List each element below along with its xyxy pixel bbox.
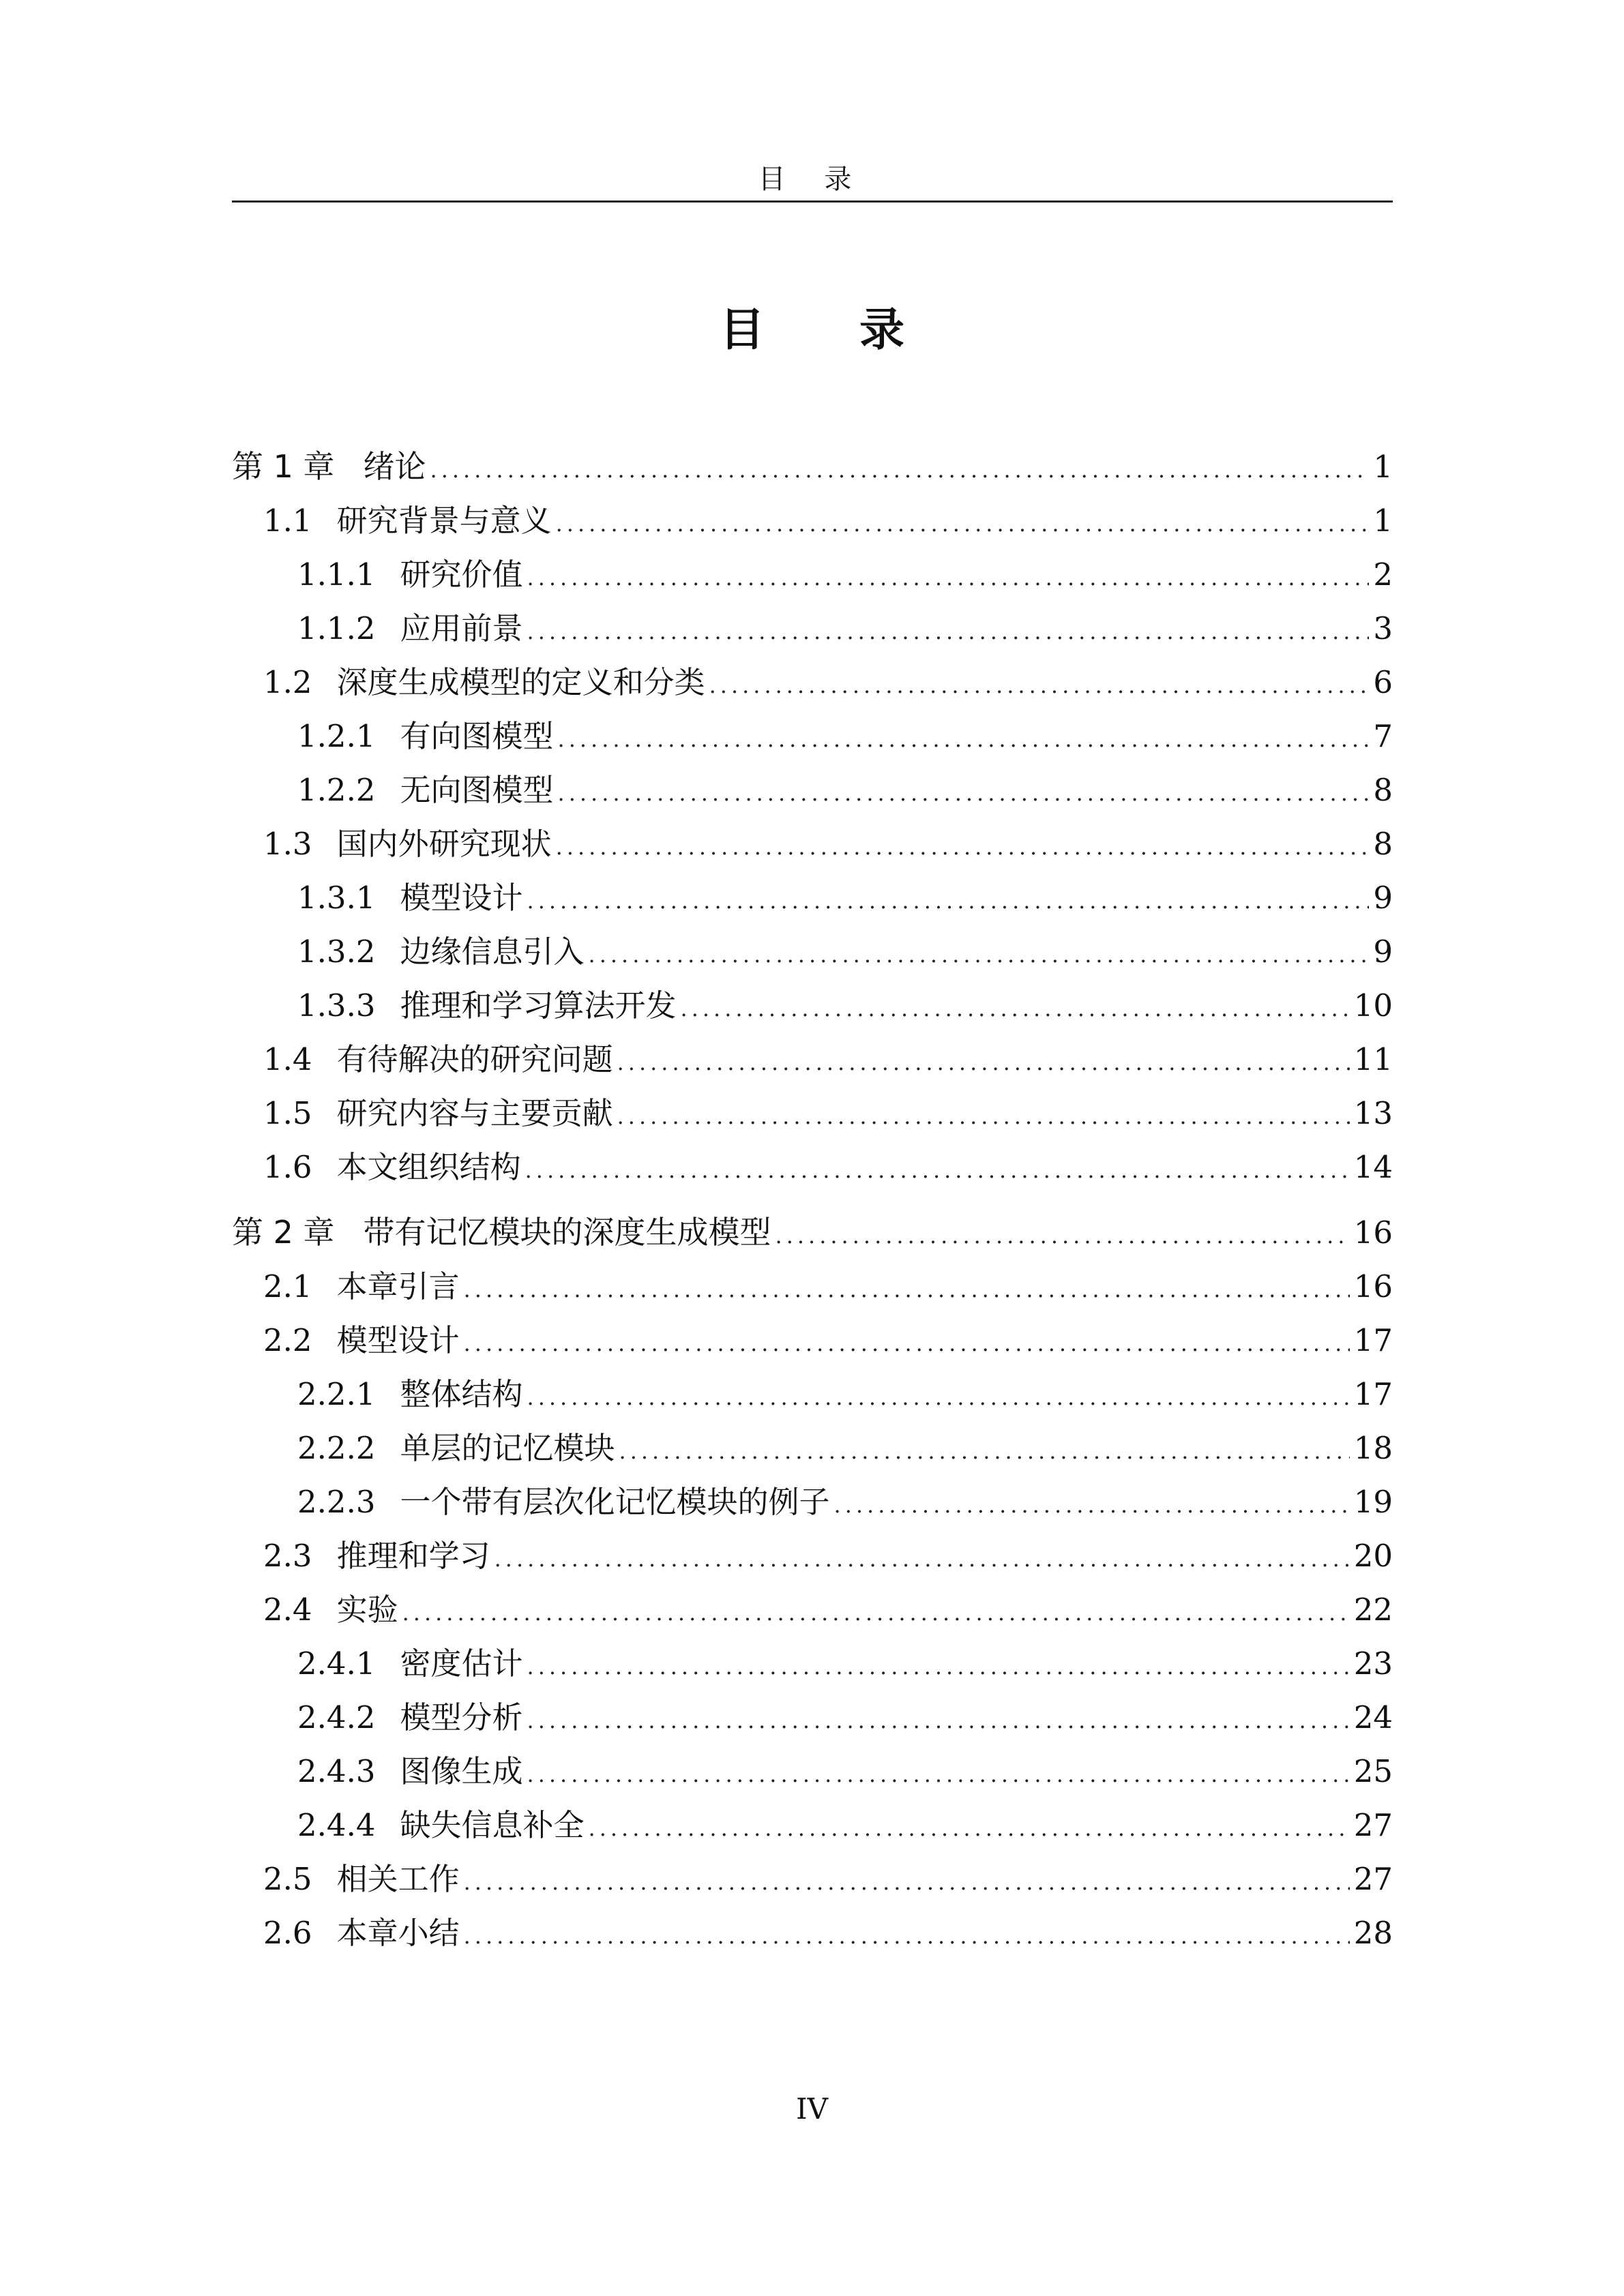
toc-section-entry[interactable]	[232, 601, 1393, 655]
toc-entry-number: 1.3.3	[297, 987, 376, 1024]
toc-entry-label: 国内外研究现状	[336, 826, 552, 862]
toc-entry-label: 带有记忆模块的深度生成模型	[363, 1214, 771, 1251]
toc-entry-label: 单层的记忆模块	[400, 1430, 615, 1466]
toc-section-entry[interactable]	[232, 1313, 1393, 1367]
toc-dot-leader	[619, 1425, 1350, 1478]
toc-dot-leader	[464, 1855, 1350, 1909]
toc-entry-page: 10	[1353, 987, 1393, 1024]
toc-entry-page: 18	[1353, 1430, 1393, 1466]
toc-section-entry[interactable]	[232, 1475, 1393, 1529]
toc-dot-leader	[527, 1640, 1350, 1694]
toc-section-entry[interactable]	[232, 1744, 1393, 1798]
toc-entry-page: 2	[1373, 556, 1393, 593]
toc-section-entry[interactable]	[232, 1906, 1393, 1960]
page-number: IV	[796, 2092, 828, 2126]
toc-entry-label: 相关工作	[336, 1861, 460, 1897]
toc-section-entry[interactable]	[232, 1367, 1393, 1421]
toc-entry-page: 17	[1353, 1322, 1393, 1358]
toc-entry-label: 实验	[336, 1592, 398, 1628]
toc-dot-leader	[464, 1909, 1350, 1963]
toc-entry-label: 推理和学习	[336, 1538, 490, 1574]
toc-entry-label: 图像生成	[400, 1753, 523, 1789]
toc-entry-page: 1	[1373, 449, 1393, 485]
toc-entry-page: 9	[1373, 934, 1393, 970]
toc-entry-label: 研究内容与主要贡献	[336, 1095, 613, 1131]
toc-section-entry[interactable]	[232, 1583, 1393, 1637]
toc-dot-leader	[527, 874, 1370, 928]
toc-dot-leader	[589, 928, 1370, 982]
toc-entry-label: 一个带有层次化记忆模块的例子	[400, 1484, 830, 1520]
toc-dot-leader	[776, 1209, 1350, 1263]
toc-entry-label: 模型设计	[400, 880, 523, 916]
toc-entry-page: 19	[1353, 1484, 1393, 1520]
toc-entry-number: 1.2	[263, 664, 312, 700]
toc-section-entry[interactable]	[232, 817, 1393, 871]
toc-section-entry[interactable]	[232, 709, 1393, 763]
toc-entry-page: 25	[1353, 1753, 1393, 1789]
toc-dot-leader	[464, 1317, 1350, 1371]
toc-section-entry[interactable]	[232, 1529, 1393, 1583]
toc-entry-page: 14	[1353, 1149, 1393, 1185]
toc-entry-page: 8	[1373, 772, 1393, 808]
toc-section-entry[interactable]	[232, 1032, 1393, 1086]
toc-section-entry[interactable]	[232, 1798, 1393, 1852]
toc-entry-number: 1.3.2	[297, 934, 376, 970]
running-header: 目 录	[232, 158, 1393, 203]
toc-entry-page: 23	[1353, 1645, 1393, 1682]
toc-dot-leader	[558, 713, 1370, 766]
toc-entry-label: 无向图模型	[400, 772, 554, 808]
toc-entry-page: 22	[1353, 1592, 1393, 1628]
toc-entry-page: 27	[1353, 1861, 1393, 1897]
toc-entry-number: 1.1	[263, 503, 312, 539]
toc-entry-number: 2.5	[263, 1861, 312, 1897]
toc-entry-number: 1.2.1	[297, 718, 376, 754]
toc-section-entry[interactable]	[232, 655, 1393, 709]
toc-entry-number: 2.4.3	[297, 1753, 376, 1789]
toc-section-entry[interactable]	[232, 1421, 1393, 1475]
toc-dot-leader	[709, 659, 1370, 713]
toc-entry-number: 2.4.4	[297, 1807, 376, 1843]
toc-entry-number: 2.4	[263, 1592, 312, 1628]
toc-entry-number: 2.4.2	[297, 1699, 376, 1735]
toc-entry-label: 边缘信息引入	[400, 934, 585, 970]
toc-entry-label: 研究背景与意义	[336, 503, 552, 539]
toc-section-entry[interactable]	[232, 1852, 1393, 1906]
toc-entry-label: 本章引言	[336, 1268, 460, 1304]
toc-section-entry[interactable]	[232, 494, 1393, 548]
toc-entry-label: 整体结构	[400, 1376, 523, 1412]
toc-section-entry[interactable]	[232, 1690, 1393, 1744]
toc-entry-label: 模型设计	[336, 1322, 460, 1358]
toc-entry-page: 17	[1353, 1376, 1393, 1412]
toc-entry-page: 27	[1353, 1807, 1393, 1843]
toc-entry-page: 9	[1373, 880, 1393, 916]
toc-dot-leader	[494, 1532, 1350, 1586]
toc-entry-number: 1.3.1	[297, 880, 376, 916]
toc-dot-leader	[617, 1036, 1350, 1090]
toc-entry-number: 1.5	[263, 1095, 312, 1131]
toc-dot-leader	[527, 605, 1370, 659]
toc-dot-leader	[525, 1144, 1350, 1197]
toc-entry-label: 研究价值	[400, 556, 523, 593]
toc-entry-number: 1.4	[263, 1041, 312, 1077]
toc-entry-number: 1.1.2	[297, 610, 376, 646]
toc-section-entry[interactable]	[232, 979, 1393, 1032]
toc-section-entry[interactable]	[232, 925, 1393, 979]
toc-entry-page: 16	[1353, 1214, 1393, 1251]
toc-section-entry[interactable]	[232, 1259, 1393, 1313]
toc-entry-label: 应用前景	[400, 610, 523, 646]
toc-section-entry[interactable]	[232, 1140, 1393, 1194]
toc-entry-page: 7	[1373, 718, 1393, 754]
toc-dot-leader	[527, 551, 1370, 605]
toc-section-entry[interactable]	[232, 1086, 1393, 1140]
toc-entry-number: 2.2.1	[297, 1376, 376, 1412]
toc-dot-leader	[430, 443, 1370, 497]
toc-entry-number: 2.1	[263, 1268, 312, 1304]
toc-dot-leader	[556, 820, 1370, 874]
toc-entry-label: 本文组织结构	[336, 1149, 521, 1185]
toc-entry-number: 1.3	[263, 826, 312, 862]
toc-dot-leader	[527, 1694, 1350, 1748]
toc-dot-leader	[556, 497, 1370, 551]
toc-entry-number: 1.2.2	[297, 772, 376, 808]
table-of-contents	[232, 440, 1393, 1960]
toc-entry-label: 有待解决的研究问题	[336, 1041, 613, 1077]
toc-dot-leader	[681, 982, 1350, 1036]
toc-dot-leader	[589, 1802, 1350, 1855]
toc-entry-page: 8	[1373, 826, 1393, 862]
toc-entry-label: 有向图模型	[400, 718, 554, 754]
toc-entry-number: 2.6	[263, 1915, 312, 1951]
toc-entry-page: 3	[1373, 610, 1393, 646]
toc-entry-label: 推理和学习算法开发	[400, 987, 677, 1024]
toc-entry-label: 缺失信息补全	[400, 1807, 585, 1843]
toc-entry-page: 16	[1353, 1268, 1393, 1304]
toc-entry-number: 1.1.1	[297, 556, 376, 593]
toc-entry-number: 2.2.3	[297, 1484, 376, 1520]
toc-chapter-entry[interactable]	[232, 1206, 1393, 1259]
toc-dot-leader	[464, 1263, 1350, 1317]
toc-dot-leader	[527, 1371, 1350, 1425]
toc-entry-page: 1	[1373, 503, 1393, 539]
toc-section-entry[interactable]	[232, 1637, 1393, 1690]
toc-entry-number: 2.4.1	[297, 1645, 376, 1682]
toc-section-entry[interactable]	[232, 763, 1393, 817]
toc-entry-label: 深度生成模型的定义和分类	[336, 664, 705, 700]
toc-chapter-entry[interactable]	[232, 440, 1393, 494]
toc-entry-number: 第 2 章	[232, 1214, 335, 1251]
toc-dot-leader	[527, 1748, 1350, 1802]
toc-dot-leader	[617, 1090, 1350, 1144]
toc-entry-number: 2.3	[263, 1538, 312, 1574]
toc-section-entry[interactable]	[232, 548, 1393, 601]
toc-entry-number: 2.2.2	[297, 1430, 376, 1466]
toc-entry-page: 13	[1353, 1095, 1393, 1131]
toc-entry-label: 模型分析	[400, 1699, 523, 1735]
page-title: 目 录	[720, 303, 944, 356]
toc-entry-page: 6	[1373, 664, 1393, 700]
toc-dot-leader	[834, 1478, 1350, 1532]
toc-entry-number: 1.6	[263, 1149, 312, 1185]
toc-entry-label: 本章小结	[336, 1915, 460, 1951]
toc-dot-leader	[402, 1586, 1350, 1640]
toc-entry-page: 11	[1353, 1041, 1393, 1077]
toc-entry-number: 第 1 章	[232, 448, 335, 485]
toc-entry-label: 密度估计	[400, 1645, 523, 1682]
toc-dot-leader	[558, 766, 1370, 820]
toc-entry-label: 绪论	[363, 448, 426, 485]
toc-entry-page: 28	[1353, 1915, 1393, 1951]
toc-entry-page: 24	[1353, 1699, 1393, 1735]
toc-entry-number: 2.2	[263, 1322, 312, 1358]
toc-section-entry[interactable]	[232, 871, 1393, 925]
toc-entry-page: 20	[1353, 1538, 1393, 1574]
